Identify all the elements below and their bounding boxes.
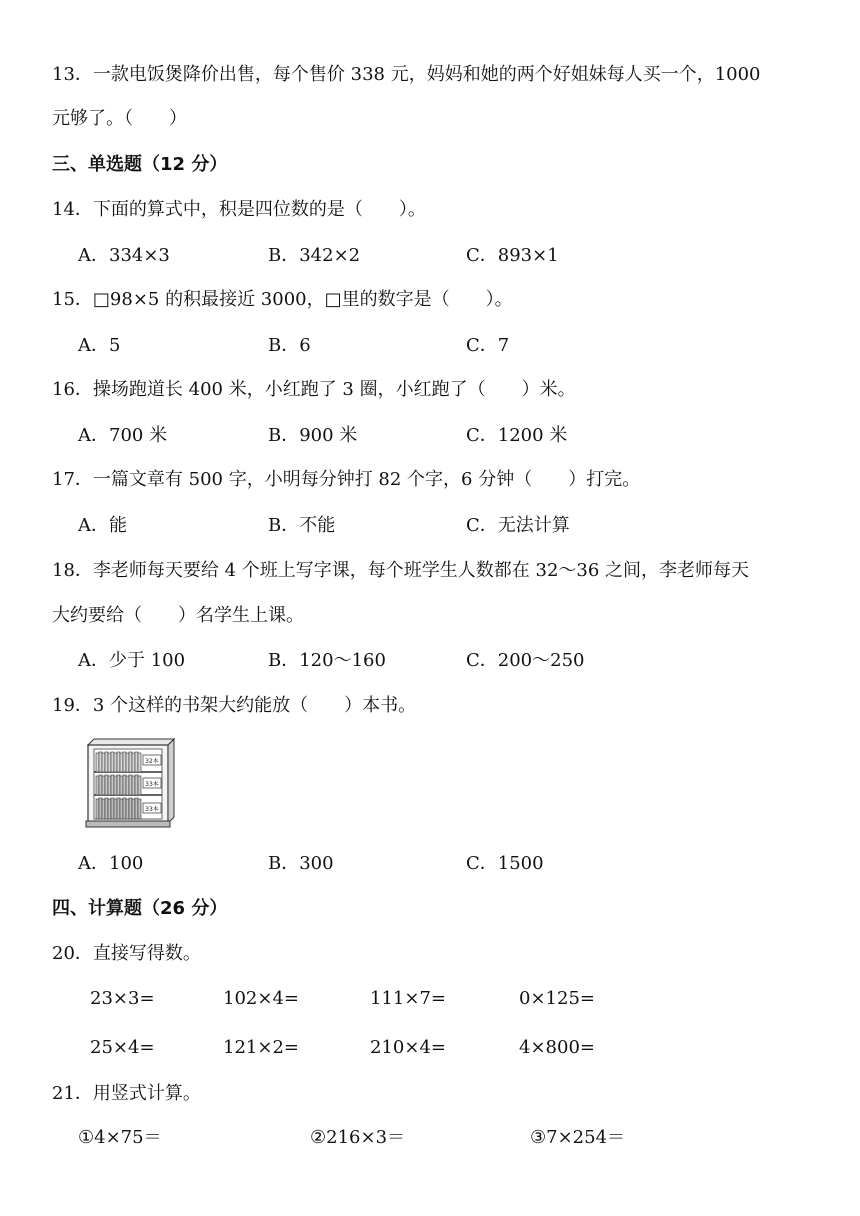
q21-item-1: ①4×75＝ bbox=[78, 1127, 162, 1148]
q16-option-a: A．700 米 bbox=[78, 425, 168, 446]
section-3-heading: 三、单选题（12 分） bbox=[52, 154, 228, 175]
q19-stem: 19．3 个这样的书架大约能放（ ）本书。 bbox=[52, 695, 417, 716]
section-4-heading: 四、计算题（26 分） bbox=[52, 898, 228, 919]
q15-stem: 15．□98×5 的积最接近 3000，□里的数字是（ ）。 bbox=[52, 289, 513, 310]
q21-stem: 21．用竖式计算。 bbox=[52, 1083, 201, 1104]
q21-item-3: ③7×254＝ bbox=[530, 1127, 626, 1148]
q20-item: 102×4= bbox=[223, 988, 299, 1009]
q18-line2: 大约要给（ ）名学生上课。 bbox=[52, 605, 304, 626]
q16-option-c: C．1200 米 bbox=[466, 425, 568, 446]
shelf-label-2: 33本 bbox=[145, 781, 159, 788]
bookshelf-illustration bbox=[84, 737, 176, 829]
q19-option-c: C．1500 bbox=[466, 853, 544, 874]
shelf-label-1: 32本 bbox=[145, 758, 159, 765]
q17-stem: 17．一篇文章有 500 字，小明每分钟打 82 个字，6 分钟（ ）打完。 bbox=[52, 469, 641, 490]
q20-item: 0×125= bbox=[519, 988, 595, 1009]
q13-line1: 13．一款电饭煲降价出售，每个售价 338 元，妈妈和她的两个好姐妹每人买一个，1000 bbox=[52, 64, 761, 85]
q20-item: 23×3= bbox=[90, 988, 155, 1009]
q20-stem: 20．直接写得数。 bbox=[52, 943, 201, 964]
q19-option-b: B．300 bbox=[268, 853, 334, 874]
q17-option-c: C．无法计算 bbox=[466, 515, 570, 536]
q20-item: 4×800= bbox=[519, 1037, 595, 1058]
q17-option-a: A．能 bbox=[78, 515, 127, 536]
q16-option-b: B．900 米 bbox=[268, 425, 358, 446]
q18-option-a: A．少于 100 bbox=[78, 650, 186, 671]
q14-option-b: B．342×2 bbox=[268, 245, 361, 266]
q15-option-c: C．7 bbox=[466, 335, 510, 356]
q18-option-c: C．200～250 bbox=[466, 650, 585, 671]
q14-option-a: A．334×3 bbox=[78, 245, 170, 266]
q18-line1: 18．李老师每天要给 4 个班上写字课，每个班学生人数都在 32～36 之间，李老师每天 bbox=[52, 560, 750, 581]
q14-option-c: C．893×1 bbox=[466, 245, 559, 266]
q20-item: 25×4= bbox=[90, 1037, 155, 1058]
q20-item: 210×4= bbox=[370, 1037, 446, 1058]
q17-option-b: B．不能 bbox=[268, 515, 336, 536]
q19-option-a: A．100 bbox=[78, 853, 144, 874]
q20-item: 121×2= bbox=[223, 1037, 299, 1058]
q20-item: 111×7= bbox=[370, 988, 446, 1009]
q13-line2: 元够了。（ ） bbox=[52, 108, 187, 129]
q15-option-a: A．5 bbox=[78, 335, 121, 356]
q16-stem: 16．操场跑道长 400 米，小红跑了 3 圈，小红跑了（ ）米。 bbox=[52, 379, 576, 400]
q21-item-2: ②216×3＝ bbox=[310, 1127, 406, 1148]
q14-stem: 14．下面的算式中，积是四位数的是（ ）。 bbox=[52, 199, 426, 220]
q18-option-b: B．120～160 bbox=[268, 650, 386, 671]
q15-option-b: B．6 bbox=[268, 335, 311, 356]
shelf-label-3: 33本 bbox=[145, 806, 159, 813]
